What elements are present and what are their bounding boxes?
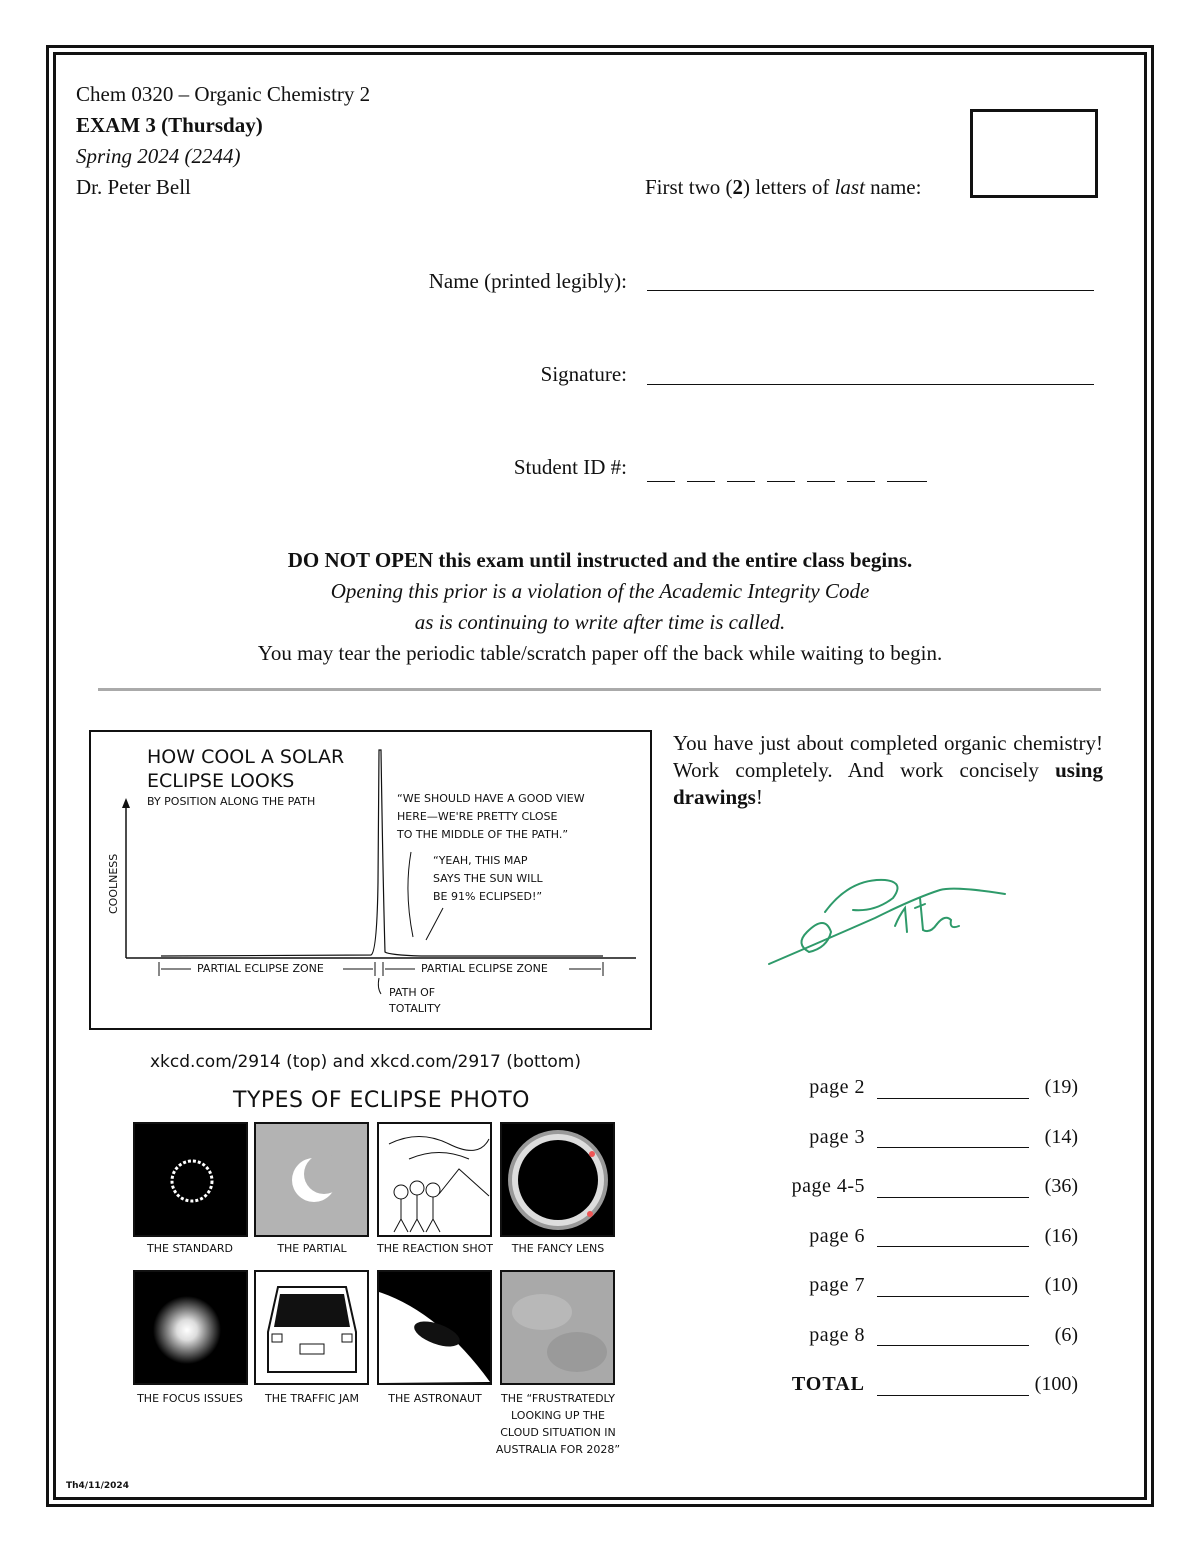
score-label: page 3 — [809, 1126, 865, 1148]
name-label: Name (printed legibly): — [428, 269, 627, 293]
caption-focus: THE FOCUS ISSUES — [137, 1392, 243, 1405]
quote2-line2: SAYS THE SUN WILL — [433, 872, 543, 885]
caption-fancy-lens: THE FANCY LENS — [511, 1242, 605, 1255]
integrity-notice-2: as is continuing to write after time is called. — [414, 610, 786, 634]
types-title: TYPES OF ECLIPSE PHOTO — [233, 1088, 530, 1113]
signature-field[interactable] — [647, 384, 1094, 385]
footer-date: Th4/11/2024 — [66, 1481, 129, 1491]
quote1-line1: “WE SHOULD HAVE A GOOD VIEW — [397, 792, 585, 805]
zone-right-label: PARTIAL ECLIPSE ZONE — [421, 962, 548, 975]
intro-text: You have just about completed organic chemistry! Work completely. And work concisely using drawings! — [673, 731, 1103, 809]
course-title: Chem 0320 – Organic Chemistry 2 — [76, 82, 371, 106]
panel-reaction — [377, 1122, 492, 1237]
caption-clouds: THE “FRUSTRATEDLY LOOKING UP THE CLOUD SITUATION IN AUSTRALIA FOR 2028” — [495, 1392, 621, 1456]
score-points: (36) — [1044, 1175, 1078, 1197]
panel-focus — [133, 1270, 248, 1385]
divider — [98, 688, 1101, 691]
caption-partial: THE PARTIAL — [277, 1242, 347, 1255]
do-not-open-notice: DO NOT OPEN this exam until instructed and the entire class begins. — [287, 548, 913, 572]
score-points: (19) — [1044, 1076, 1078, 1098]
coolness-graph — [91, 732, 650, 1028]
caption-traffic: THE TRAFFIC JAM — [264, 1392, 360, 1405]
quote1-line2: HERE—WE'RE PRETTY CLOSE — [397, 810, 558, 823]
exam-title: EXAM 3 (Thursday) — [76, 113, 263, 137]
caption-standard: THE STANDARD — [147, 1242, 233, 1255]
panel-clouds — [500, 1270, 615, 1385]
quote1-line3: TO THE MIDDLE OF THE PATH.” — [397, 828, 569, 841]
panel-traffic — [254, 1270, 369, 1385]
score-label: page 4-5 — [791, 1175, 865, 1197]
initials-box[interactable] — [970, 109, 1098, 198]
panel-fancy-lens — [500, 1122, 615, 1237]
quote2-line1: “YEAH, THIS MAP — [433, 854, 528, 867]
instructor-name: Dr. Peter Bell — [76, 175, 191, 199]
exam-term: Spring 2024 (2244) — [76, 144, 241, 168]
xkcd-comic-top — [89, 730, 652, 1030]
comic-title-2: ECLIPSE LOOKS — [147, 770, 295, 792]
name-field[interactable] — [647, 290, 1094, 291]
quote2-line3: BE 91% ECLIPSED!” — [433, 890, 543, 903]
score-points: (10) — [1044, 1274, 1078, 1296]
comic-subtitle: BY POSITION ALONG THE PATH — [147, 795, 316, 808]
initials-label: First two (2) letters of last name: — [645, 175, 922, 199]
path-label-2: TOTALITY — [389, 1002, 441, 1015]
score-label: page 2 — [809, 1076, 865, 1098]
score-label: page 7 — [809, 1274, 865, 1296]
panel-astronaut — [377, 1270, 492, 1385]
score-points: (16) — [1044, 1225, 1078, 1247]
score-points: (6) — [1054, 1324, 1078, 1346]
signature-label: Signature: — [540, 362, 627, 386]
caption-astronaut: THE ASTRONAUT — [388, 1392, 482, 1405]
integrity-notice-1: Opening this prior is a violation of the Academic Integrity Code — [330, 579, 870, 603]
instructor-signature — [765, 868, 1015, 968]
path-label-1: PATH OF — [389, 986, 436, 999]
comic-title-1: HOW COOL A SOLAR — [147, 746, 345, 768]
total-points: (100) — [1034, 1373, 1078, 1395]
total-label: TOTAL — [791, 1373, 865, 1395]
student-id-label: Student ID #: — [513, 455, 627, 479]
tear-off-notice: You may tear the periodic table/scratch paper off the back while waiting to begin. — [257, 641, 943, 665]
zone-left-label: PARTIAL ECLIPSE ZONE — [197, 962, 324, 975]
panel-partial — [254, 1122, 369, 1237]
score-label: page 6 — [809, 1225, 865, 1247]
caption-reaction: THE REACTION SHOT — [376, 1242, 494, 1255]
panel-standard — [133, 1122, 248, 1237]
score-points: (14) — [1044, 1126, 1078, 1148]
comic-credits: xkcd.com/2914 (top) and xkcd.com/2917 (bottom) — [150, 1052, 581, 1072]
score-label: page 8 — [809, 1324, 865, 1346]
y-axis-label: COOLNESS — [107, 853, 120, 914]
